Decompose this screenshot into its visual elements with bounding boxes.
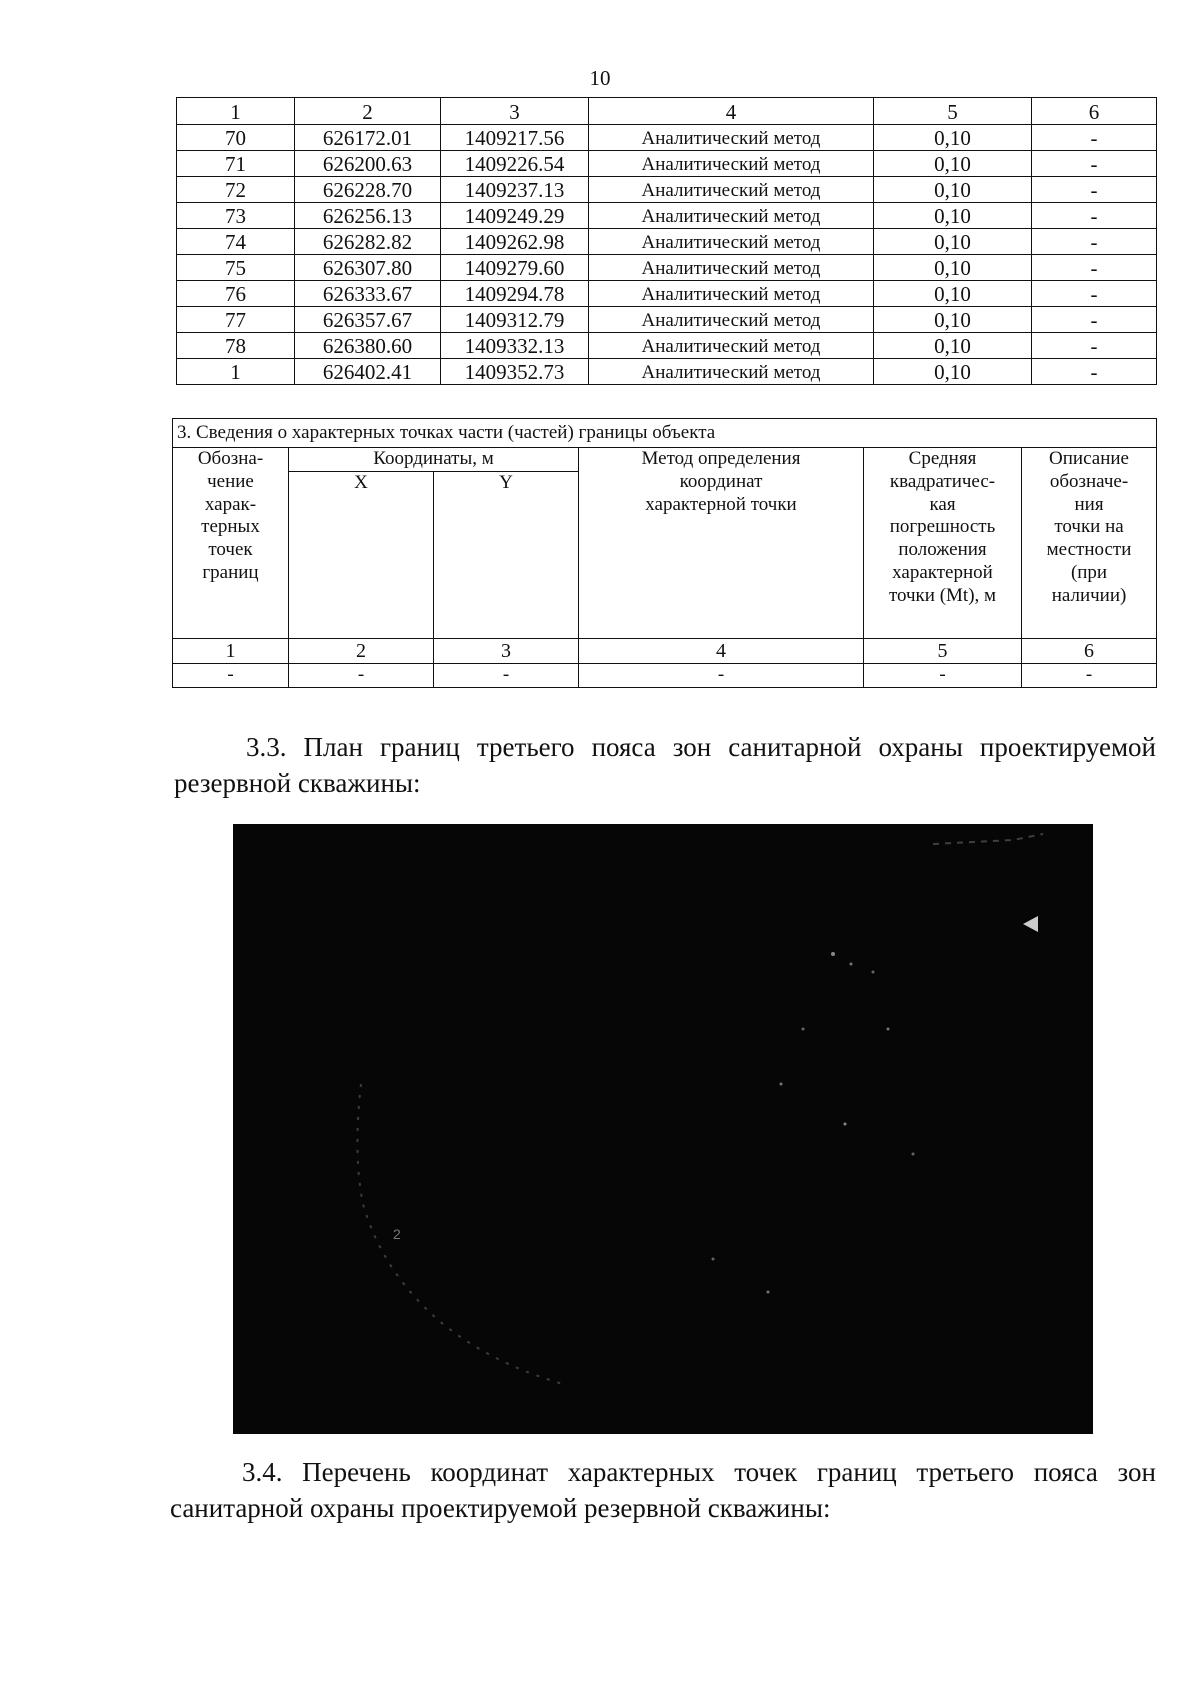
x-coordinate: 626282.82	[295, 229, 441, 255]
column-number-cell: 2	[295, 98, 441, 125]
table-row	[173, 663, 1157, 687]
dash-cell: -	[289, 663, 434, 687]
point-number: 77	[177, 307, 295, 333]
point-number: 1	[177, 359, 295, 385]
table-row	[177, 151, 1157, 177]
x-coordinate: 626402.41	[295, 359, 441, 385]
point-number: 72	[177, 177, 295, 203]
y-coordinate: 1409294.78	[441, 281, 589, 307]
y-coordinate: 1409279.60	[441, 255, 589, 281]
boundary-plan-graphic	[233, 824, 1093, 1434]
method-cell: Аналитический метод	[589, 307, 874, 333]
column-number-cell: 1	[177, 98, 295, 125]
y-coordinate: 1409217.56	[441, 125, 589, 151]
y-header: Y	[434, 471, 579, 638]
dash-cell: -	[434, 663, 579, 687]
method-cell: Аналитический метод	[589, 281, 874, 307]
paragraph-text: 3.3. План границ третьего пояса зон санитарной охраны проектируемой резервной скважины:	[174, 732, 1156, 798]
error-cell: 0,10	[874, 281, 1032, 307]
point-number: 74	[177, 229, 295, 255]
table-row	[177, 333, 1157, 359]
table-header-row	[177, 98, 1157, 125]
description-cell: -	[1032, 151, 1157, 177]
error-cell: 0,10	[874, 203, 1032, 229]
table-row	[177, 359, 1157, 385]
method-cell: Аналитический метод	[589, 203, 874, 229]
error-cell: 0,10	[874, 229, 1032, 255]
error-cell: 0,10	[874, 255, 1032, 281]
section-title: 3. Сведения о характерных точках части (частей) границы объекта	[173, 419, 1157, 448]
column-number-cell: 3	[441, 98, 589, 125]
x-header: X	[289, 471, 434, 638]
error-cell: 0,10	[874, 125, 1032, 151]
designation-header: Обозна- чение харак- терных точек границ	[173, 448, 289, 639]
column-number-cell: 6	[1022, 638, 1157, 663]
description-cell: -	[1032, 177, 1157, 203]
column-number-cell: 1	[173, 638, 289, 663]
error-header: Средняя квадратичес- кая погрешность положения характерной точки (Mt), м	[864, 448, 1022, 639]
error-cell: 0,10	[874, 151, 1032, 177]
boundary-plan-image	[233, 824, 1093, 1434]
table-row	[177, 307, 1157, 333]
method-cell: Аналитический метод	[589, 151, 874, 177]
error-cell: 0,10	[874, 307, 1032, 333]
error-cell: 0,10	[874, 359, 1032, 385]
description-cell: -	[1032, 229, 1157, 255]
point-number: 78	[177, 333, 295, 359]
x-coordinate: 626380.60	[295, 333, 441, 359]
method-cell: Аналитический метод	[589, 229, 874, 255]
table-row	[177, 203, 1157, 229]
x-coordinate: 626357.67	[295, 307, 441, 333]
paragraph-3-4	[170, 1455, 1156, 1526]
description-cell: -	[1032, 359, 1157, 385]
y-coordinate: 1409352.73	[441, 359, 589, 385]
description-cell: -	[1032, 307, 1157, 333]
point-number: 75	[177, 255, 295, 281]
x-coordinate: 626200.63	[295, 151, 441, 177]
table-row	[177, 177, 1157, 203]
y-coordinate: 1409249.29	[441, 203, 589, 229]
dash-cell: -	[579, 663, 864, 687]
column-number-row	[173, 638, 1157, 663]
method-cell: Аналитический метод	[589, 255, 874, 281]
method-cell: Аналитический метод	[589, 359, 874, 385]
column-number-cell: 5	[874, 98, 1032, 125]
column-number-cell: 4	[579, 638, 864, 663]
y-coordinate: 1409332.13	[441, 333, 589, 359]
dash-cell: -	[173, 663, 289, 687]
x-coordinate: 626228.70	[295, 177, 441, 203]
x-coordinate: 626333.67	[295, 281, 441, 307]
y-coordinate: 1409226.54	[441, 151, 589, 177]
description-cell: -	[1032, 203, 1157, 229]
y-coordinate: 1409262.98	[441, 229, 589, 255]
description-cell: -	[1032, 333, 1157, 359]
method-cell: Аналитический метод	[589, 177, 874, 203]
point-number: 71	[177, 151, 295, 177]
column-number-cell: 5	[864, 638, 1022, 663]
point-number: 73	[177, 203, 295, 229]
point-number: 70	[177, 125, 295, 151]
error-cell: 0,10	[874, 333, 1032, 359]
table-row	[177, 125, 1157, 151]
method-cell: Аналитический метод	[589, 125, 874, 151]
x-coordinate: 626307.80	[295, 255, 441, 281]
column-number-cell: 3	[434, 638, 579, 663]
method-cell: Аналитический метод	[589, 333, 874, 359]
paragraph-3-3	[174, 730, 1156, 801]
dash-cell: -	[1022, 663, 1157, 687]
boundary-parts-table	[172, 418, 1157, 688]
point-number: 76	[177, 281, 295, 307]
table-row	[177, 229, 1157, 255]
map-point-label: 2	[393, 1226, 401, 1242]
dash-cell: -	[864, 663, 1022, 687]
description-cell: -	[1032, 281, 1157, 307]
column-number-cell: 6	[1032, 98, 1157, 125]
method-header: Метод определения координат характерной точки	[579, 448, 864, 639]
page-number: 10	[589, 66, 611, 90]
description-header: Описание обозначе- ния точки на местности (при наличии)	[1022, 448, 1157, 639]
description-cell: -	[1032, 125, 1157, 151]
x-coordinate: 626256.13	[295, 203, 441, 229]
y-coordinate: 1409237.13	[441, 177, 589, 203]
coordinates-header: Координаты, м	[289, 448, 579, 472]
error-cell: 0,10	[874, 177, 1032, 203]
description-cell: -	[1032, 255, 1157, 281]
table-row	[177, 255, 1157, 281]
table-row	[177, 281, 1157, 307]
column-number-cell: 2	[289, 638, 434, 663]
x-coordinate: 626172.01	[295, 125, 441, 151]
y-coordinate: 1409312.79	[441, 307, 589, 333]
coordinates-table	[176, 97, 1157, 385]
paragraph-text: 3.4. Перечень координат характерных точек границ третьего пояса зон санитарной охраны проектируемой резервной скважины:	[170, 1457, 1156, 1523]
column-number-cell: 4	[589, 98, 874, 125]
